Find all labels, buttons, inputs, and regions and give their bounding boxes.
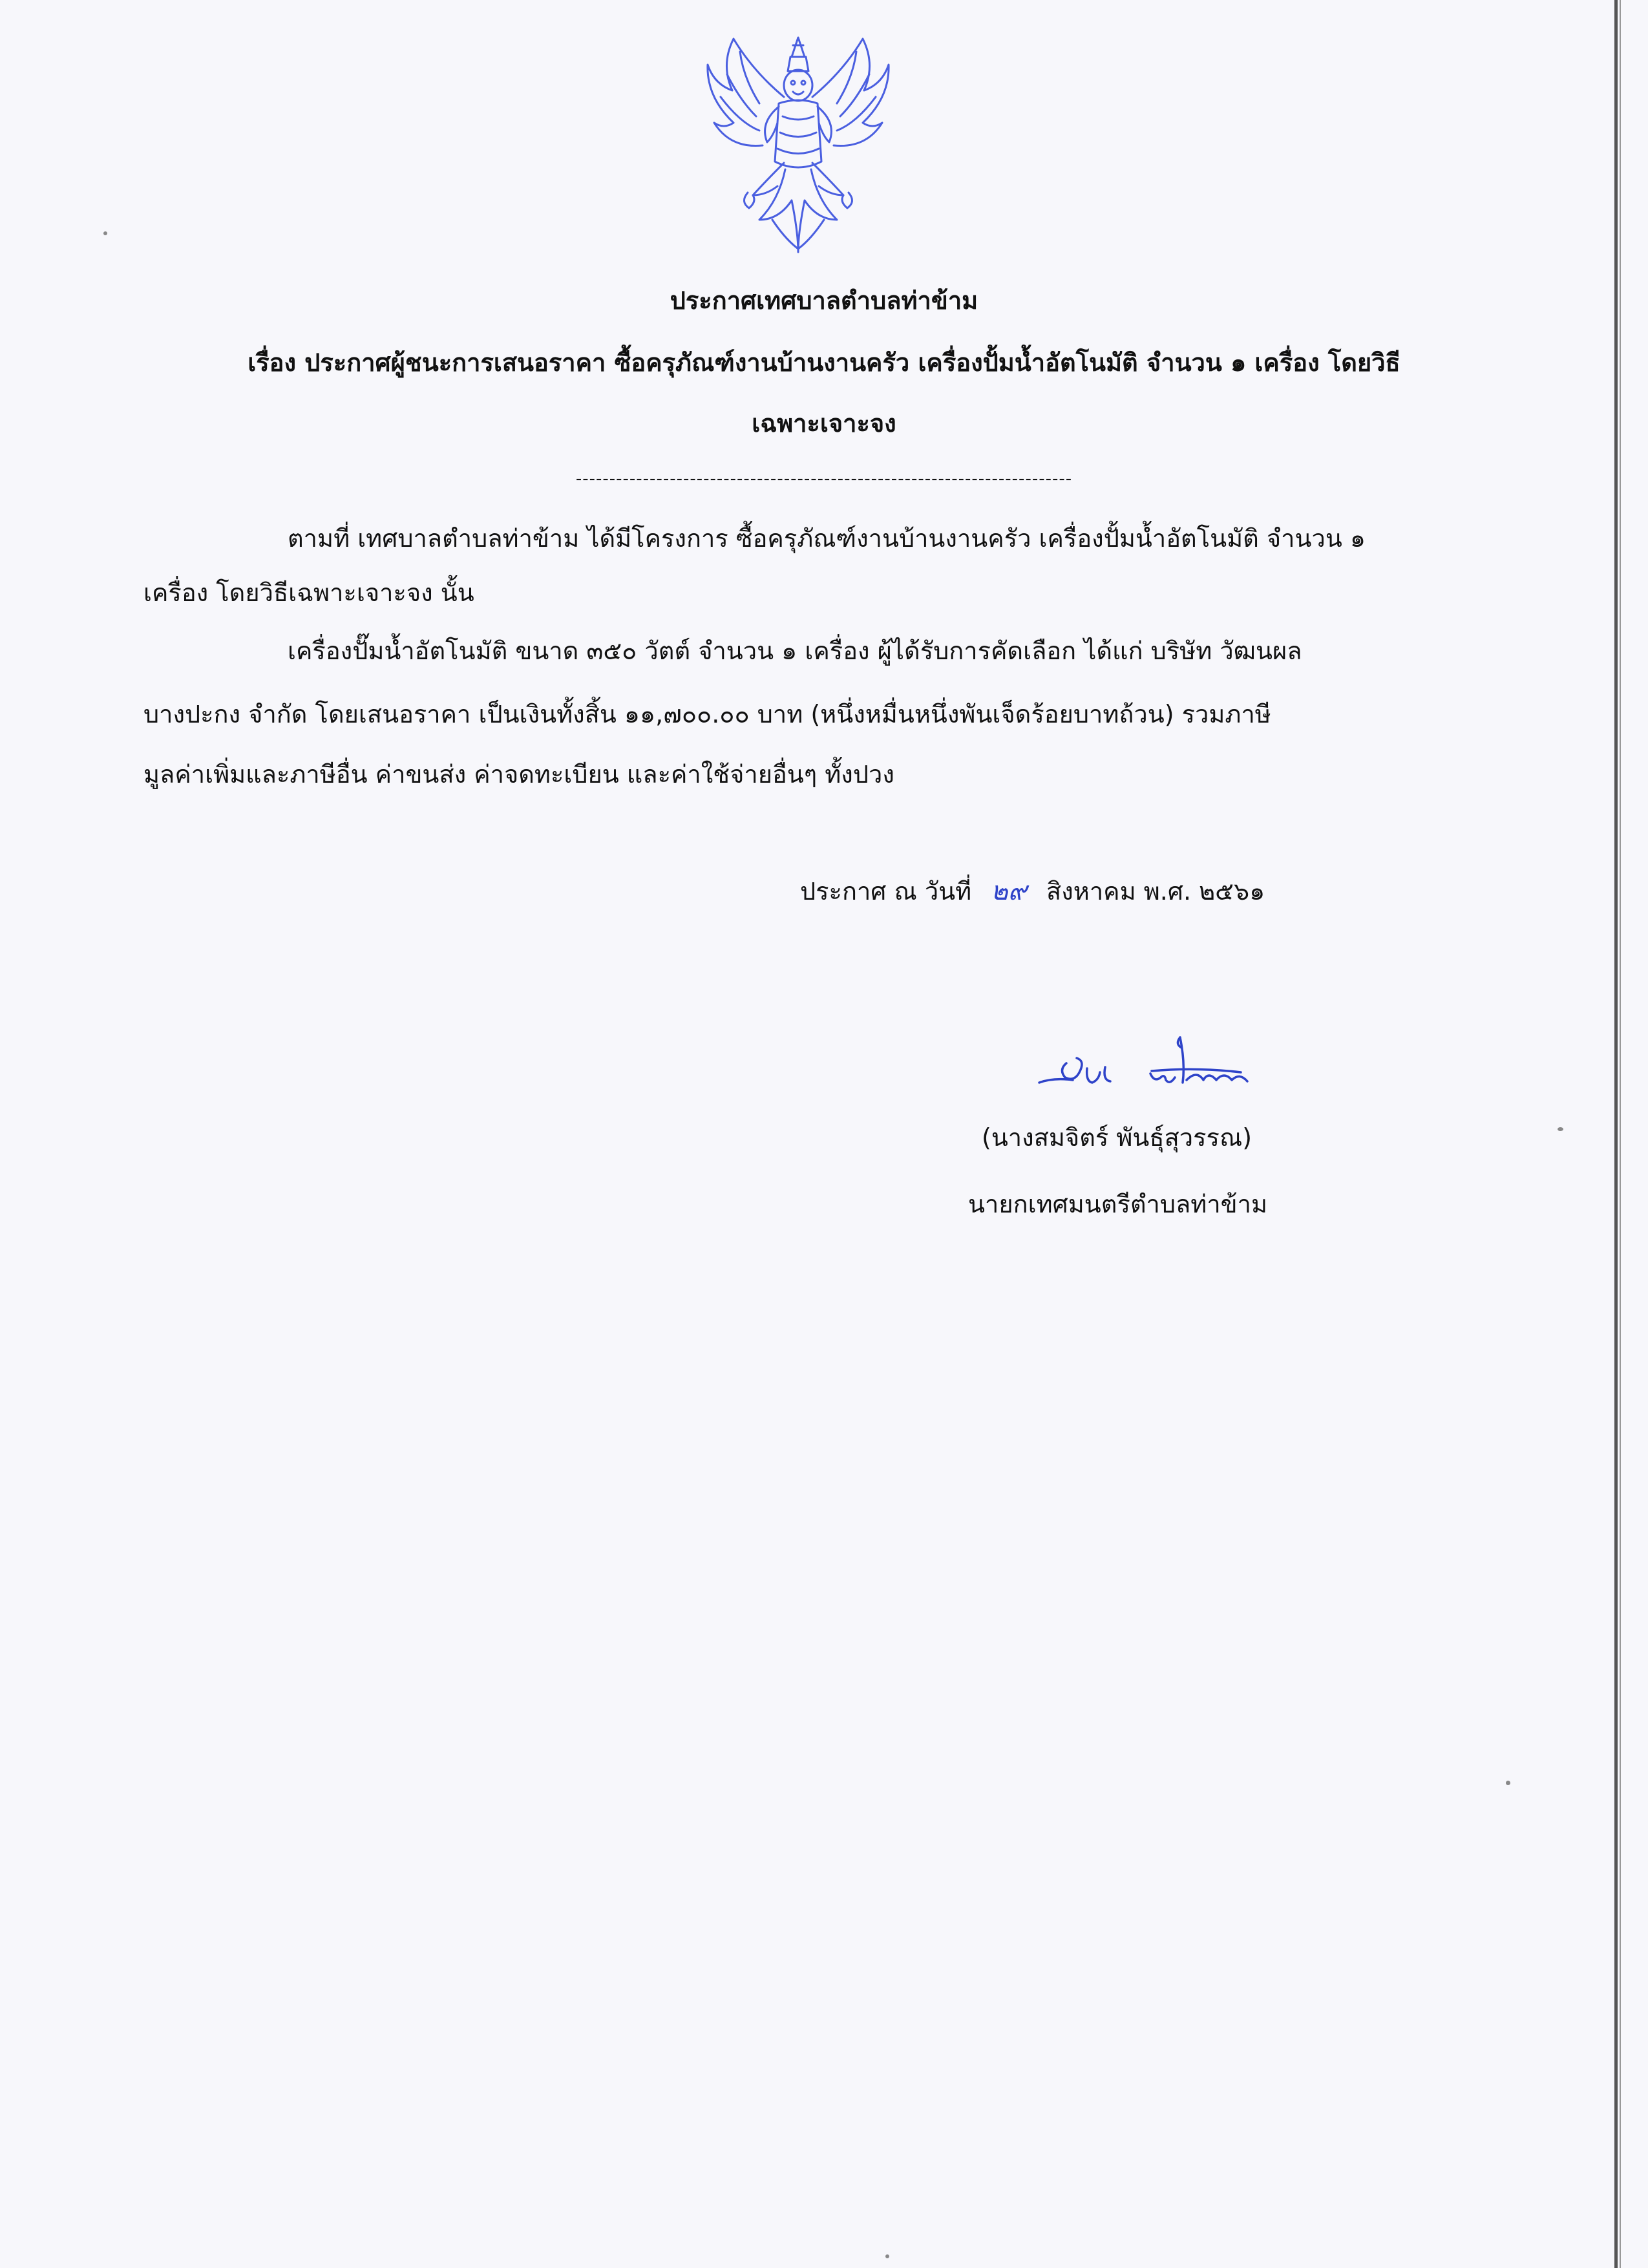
divider-line: -------------------------------------------------------------------------- bbox=[575, 469, 1073, 489]
paragraph-2-line-2: บางปะกง จำกัด โดยเสนอราคา เป็นเงินทั้งสิ้น ๑๑,๗๐๐.๐๐ บาท (หนึ่งหมื่นหนึ่งพันเจ็ดร้อยบาทถ้วน) รวมภาษี bbox=[143, 700, 1271, 728]
scan-speck bbox=[103, 231, 107, 235]
paragraph-2-line-3: มูลค่าเพิ่มและภาษีอื่น ค่าขนส่ง ค่าจดทะเบียน และค่าใช้จ่ายอื่นๆ ทั้งปวง bbox=[143, 760, 894, 789]
announcement-day: ๒๙ bbox=[991, 876, 1027, 906]
scan-speck bbox=[885, 2254, 889, 2258]
scan-speck bbox=[1558, 1127, 1563, 1131]
signer-name: (นางสมจิตร์ พันธุ์สุวรรณ) bbox=[982, 1123, 1252, 1152]
document-subject: เรื่อง ประกาศผู้ชนะการเสนอราคา ซื้อครุภัณฑ์งานบ้านงานครัว เครื่องปั้มน้ำอัตโนมัติ จำนวน ๑ เครื่อง โดยวิธี bbox=[248, 348, 1400, 377]
announcement-prefix: ประกาศ ณ วันที่ bbox=[800, 877, 972, 906]
garuda-emblem-icon bbox=[695, 26, 902, 265]
scan-edge bbox=[1614, 0, 1618, 2268]
scan-speck bbox=[1506, 1781, 1510, 1785]
scan-edge-shadow bbox=[1620, 0, 1621, 2268]
document-subject-continued: เฉพาะเจาะจง bbox=[752, 409, 896, 438]
document-title: ประกาศเทศบาลตำบลท่าข้าม bbox=[670, 286, 978, 315]
paragraph-2-line-1: เครื่องปั๊มน้ำอัตโนมัติ ขนาด ๓๕๐ วัตต์ จำนวน ๑ เครื่อง ผู้ได้รับการคัดเลือก ได้แก่ บริษัท วัฒนผล bbox=[288, 637, 1302, 665]
signer-position: นายกเทศมนตรีตำบลท่าข้าม bbox=[968, 1190, 1268, 1218]
announcement-month-year: สิงหาคม พ.ศ. ๒๕๖๑ bbox=[1046, 877, 1265, 906]
handwritten-signature bbox=[1028, 1018, 1273, 1115]
announcement-date bbox=[800, 875, 1265, 907]
paragraph-1-line-2: เครื่อง โดยวิธีเฉพาะเจาะจง นั้น bbox=[143, 578, 474, 607]
paragraph-1-line-1: ตามที่ เทศบาลตำบลท่าข้าม ได้มีโครงการ ซื้อครุภัณฑ์งานบ้านงานครัว เครื่องปั้มน้ำอัตโนมัติ จำนวน ๑ bbox=[288, 524, 1366, 553]
